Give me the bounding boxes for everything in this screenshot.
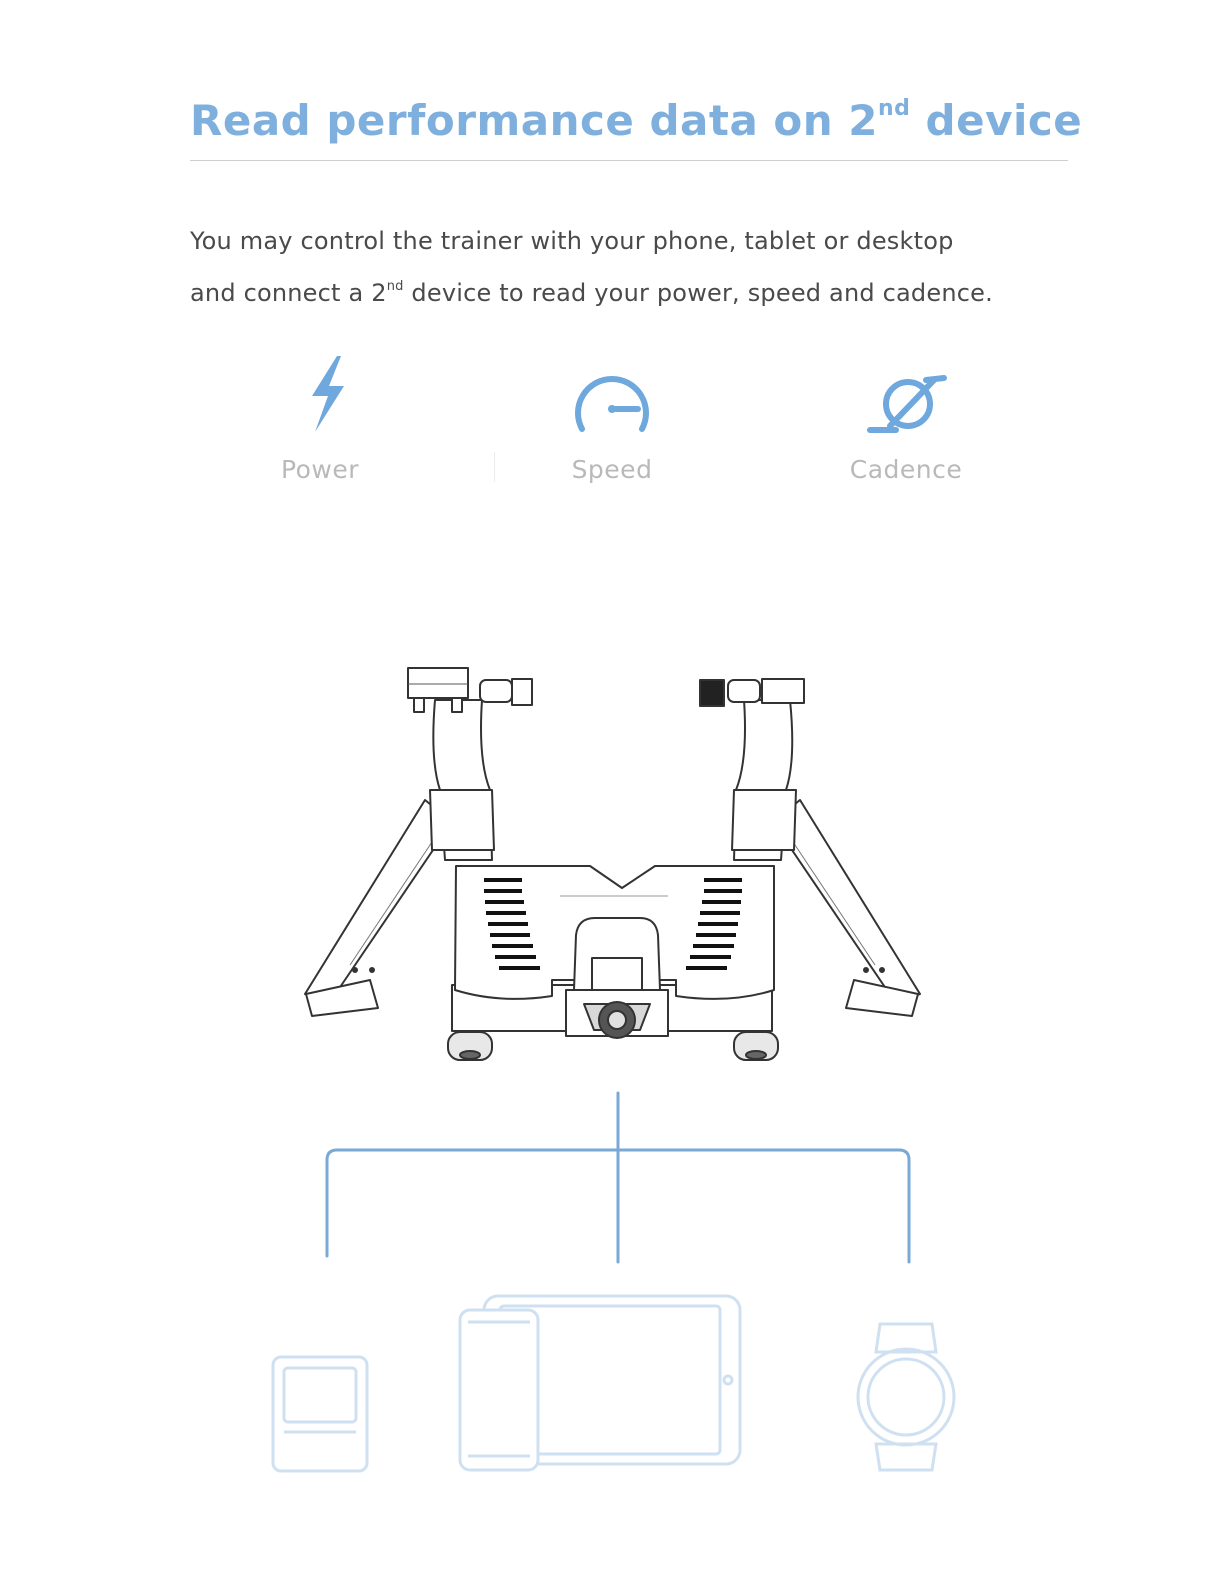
page-title-superscript: nd bbox=[878, 96, 911, 121]
intro-line-1: You may control the trainer with your phone, tablet or desktop bbox=[190, 227, 954, 255]
intro-superscript: nd bbox=[386, 279, 404, 294]
smartwatch-icon bbox=[858, 1324, 954, 1470]
page-title-end: device bbox=[910, 96, 1083, 145]
page-title-main: Read performance data on 2 bbox=[190, 96, 879, 145]
intro-line-2-start: and connect a 2 bbox=[190, 279, 387, 307]
phone-tablet-icon bbox=[460, 1296, 740, 1470]
bike-computer-icon bbox=[273, 1357, 367, 1471]
metric-speed-label: Speed bbox=[571, 455, 653, 484]
connection-lines bbox=[327, 1093, 909, 1262]
metric-cadence-label: Cadence bbox=[849, 455, 963, 484]
intro-line-2-end: device to read your power, speed and cadence. bbox=[403, 279, 993, 307]
metric-power-label: Power bbox=[280, 455, 360, 484]
smart-trainer-illustration bbox=[305, 668, 920, 1060]
